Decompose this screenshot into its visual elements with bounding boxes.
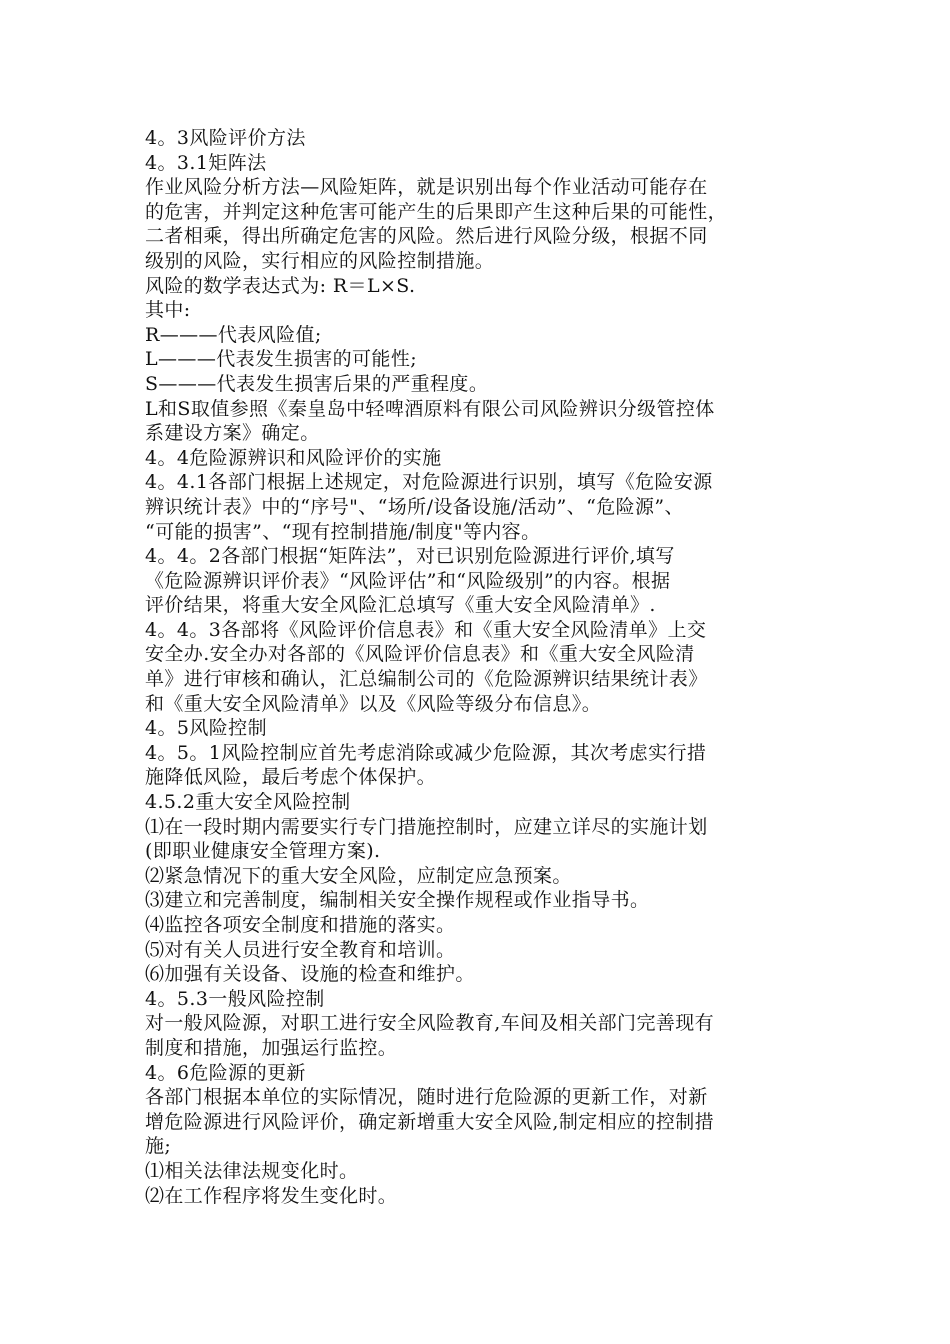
section-heading: 4。5风险控制 [145,717,267,740]
paragraph-line: 和《重大安全风险清单》以及《风险等级分布信息》。 [145,692,602,715]
paragraph-line: 4。4.1各部门根据上述规定，对危险源进行识别，填写《危险安源 [145,471,713,494]
paragraph-line: 其中: [145,299,191,322]
section-heading: 4。6危险源的更新 [145,1061,306,1084]
paragraph-line: L和S取值参照《秦皇岛中轻啤酒原料有限公司风险辨识分级管控体 [145,397,715,420]
list-item: ⑸对有关人员进行安全教育和培训。 [145,938,456,961]
definition-line: R———代表风险值; [145,323,322,346]
paragraph-line: 增危险源进行风险评价，确定新增重大安全风险,制定相应的控制措 [145,1110,715,1133]
paragraph-line: 二者相乘，得出所确定危害的风险。然后进行风险分级，根据不同 [145,225,708,248]
paragraph-line: 的危害，并判定这种危害可能产生的后果即产生这种后果的可能性， [145,200,728,223]
paragraph-line: 4。4。2各部门根据“矩阵法”，对已识别危险源进行评价,填写 [145,545,675,568]
paragraph-line: 辨识统计表》中的“序号"、“场所/设备设施/活动”、“危险源”、 [145,495,684,518]
list-item: ⑷监控各项安全制度和措施的落实。 [145,914,456,936]
list-item: ⑹加强有关设备、设施的检查和维护。 [145,963,475,986]
list-item: ⑶建立和完善制度，编制相关安全操作规程或作业指导书。 [145,889,650,912]
section-heading: 4。4危险源辨识和风险评价的实施 [145,446,442,469]
paragraph-line: 4。4。3各部将《风险评价信息表》和《重大安全风险清单》上交 [145,618,707,641]
paragraph-line: 制度和措施，加强运行监控。 [145,1036,398,1059]
subsection-heading: 4。3.1矩阵法 [145,151,267,174]
paragraph-line: 单》进行审核和确认，汇总编制公司的《危险源辨识结果统计表》 [145,668,708,691]
paragraph-line: 各部门根据本单位的实际情况，随时进行危险源的更新工作，对新 [145,1086,708,1109]
list-item: ⑴相关法律法规变化时。 [145,1159,359,1182]
paragraph-line: 4。5。1风险控制应首先考虑消除或减少危险源，其次考虑实行措 [145,741,707,764]
paragraph-line: 系建设方案》确定。 [145,422,320,445]
paragraph-line: 安全办.安全办对各部的《风险评价信息表》和《重大安全风险清 [145,643,695,666]
list-item: ⑵在工作程序将发生变化时。 [145,1184,398,1207]
paragraph-line: 作业风险分析方法—风险矩阵，就是识别出每个作业活动可能存在 [145,176,708,199]
definition-line: L———代表发生损害的可能性; [145,348,418,371]
formula-line: 风险的数学表达式为: R＝L×S. [145,274,416,297]
paragraph-line: 对一般风险源，对职工进行安全风险教育,车间及相关部门完善现有 [145,1012,715,1035]
paragraph-line: 施; [145,1135,172,1158]
list-item: (即职业健康安全管理方案). [145,840,381,863]
subsection-heading: 4。5.3一般风险控制 [145,987,325,1010]
list-item: ⑵紧急情况下的重大安全风险，应制定应急预案。 [145,864,572,887]
subsection-heading: 4.5.2重大安全风险控制 [145,791,351,814]
document-body [145,126,825,1208]
paragraph-line: “可能的损害”、“现有控制措施/制度"等内容。 [145,520,541,543]
section-heading: 4。3风险评价方法 [145,127,306,149]
paragraph-line: 评价结果，将重大安全风险汇总填写《重大安全风险清单》. [145,594,656,617]
paragraph-line: 《危险源辨识评价表》“风险评估”和“风险级别”的内容。根据 [145,569,671,592]
list-item: ⑴在一段时期内需要实行专门措施控制时，应建立详尽的实施计划 [145,815,708,838]
definition-line: S———代表发生损害后果的严重程度。 [145,372,489,395]
paragraph-line: 施降低风险，最后考虑个体保护。 [145,766,437,789]
paragraph-line: 级别的风险，实行相应的风险控制措施。 [145,249,495,272]
